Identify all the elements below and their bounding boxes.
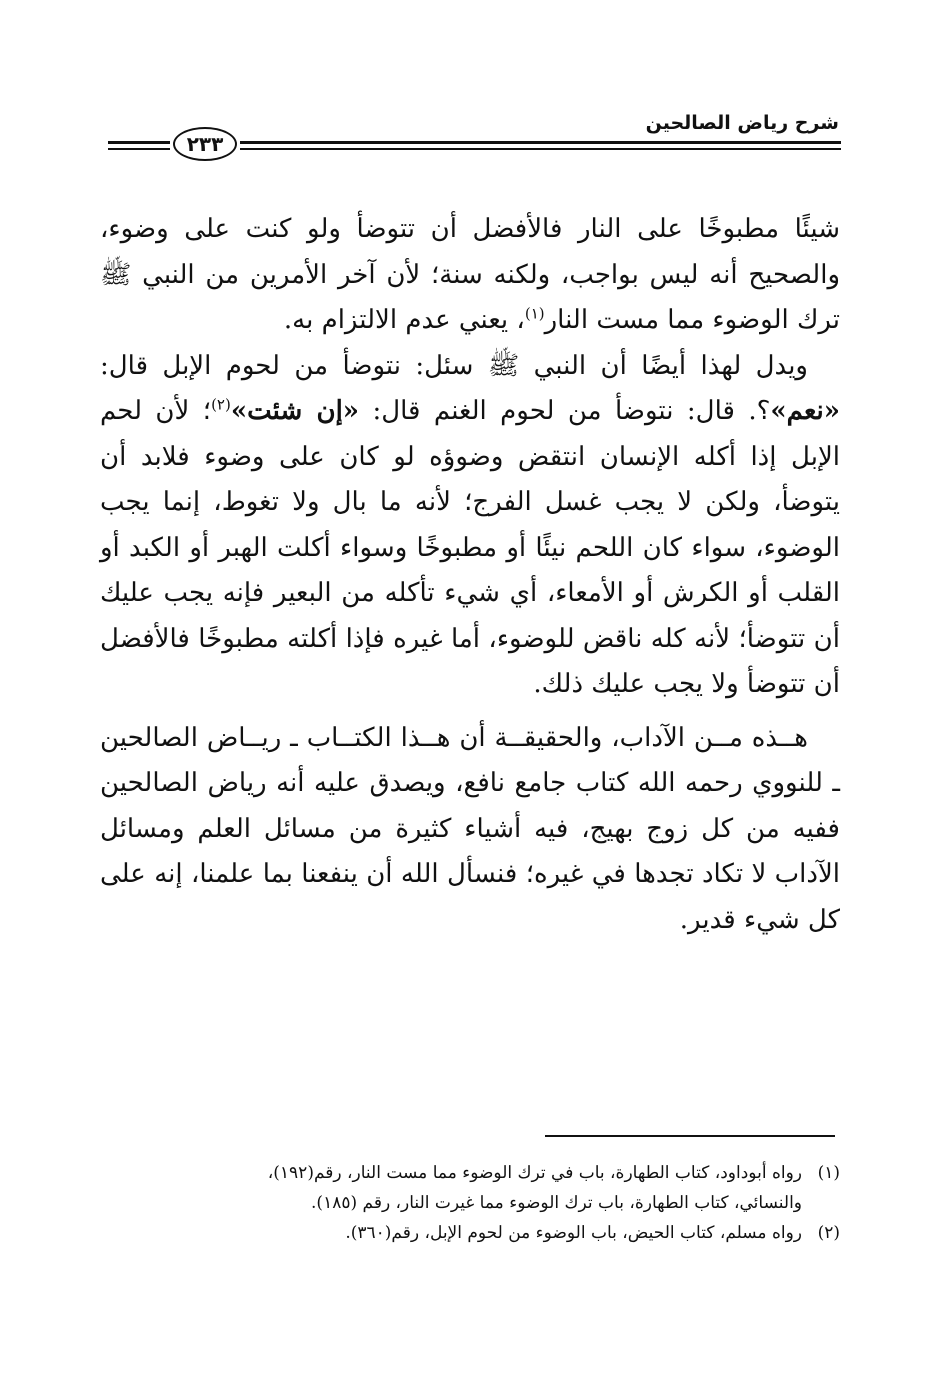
paragraph-text: ؟. قال: نتوضأ من لحوم الغنم قال:: [372, 396, 771, 426]
running-header-title: شرح رياض الصالحين: [645, 112, 839, 134]
paragraph: هــذه مــن الآداب، والحقيقــة أن هــذا الكتــاب ـ ريــاض الصالحين ـ للنووي رحمه الله كتاب جامع نافع، ويصدق عليه أنه رياض الصالحين ففيه من كل زوج بهيج، فيه أشياء كثيرة من مسائل العلم ومسائل الآداب لا تكاد تجدها في غيره؛ فنسأل الله أن ينفعنا بما علمنا، إنه على كل شيء قدير.: [100, 722, 840, 935]
footnote-continuation: والنسائي، كتاب الطهارة، باب ترك الوضوء مما غيرت النار، رقم (١٨٥).: [311, 1193, 802, 1213]
footnotes: [100, 1158, 840, 1248]
paragraph-text: ويدل لهذا أيضًا أن النبي ﷺ سئل: نتوضأ من لحوم الإبل قال:: [100, 350, 808, 381]
footnote: [100, 1218, 840, 1248]
footnote-ref: (١): [524, 304, 545, 323]
footnote: [100, 1158, 840, 1188]
footnote-separator: [545, 1135, 835, 1137]
paragraph: [100, 344, 840, 708]
footnote-number: (٢): [817, 1223, 840, 1243]
header-rule: [108, 141, 170, 144]
footnote-text: رواه أبوداود، كتاب الطهارة، باب في ترك الوضوء مما مست النار، رقم(١٩٢)،: [267, 1163, 802, 1183]
header-rule: [108, 148, 170, 150]
footnote-text: رواه مسلم، كتاب الحيض، باب الوضوء من لحوم الإبل، رقم(٣٦٠).: [345, 1223, 802, 1243]
hadith-quote: «إن شئت»: [230, 396, 360, 426]
paragraph-text: شيئًا مطبوخًا على النار فالأفضل أن تتوضأ ولو كنت على وضوء، والصحيح أنه ليس بواجب، ولكنه سنة؛ لأن آخر الأمرين من النبي ﷺ ترك الوضوء مما مست النار: [100, 214, 840, 335]
header-rule: [240, 141, 841, 144]
header-rule: [240, 148, 841, 150]
paragraph: [100, 207, 840, 344]
footnote-ref: (٢): [211, 395, 231, 414]
main-text: [100, 207, 840, 943]
paragraph-text: ؛ لأن لحم الإبل إذا أكله الإنسان انتقض وضوؤه لو كان على وضوء فلابد أن يتوضأ، ولكن لا يجب غسل الفرج؛ لأنه ما بال ولا تغوط، إنما يجب الوضوء، سواء كان اللحم نيئًا أو مطبوخًا وسواء أكلت الهبر أو الكبد أو القلب أو الكرش أو الأمعاء، أي شيء تأكله من البعير فإنه يجب عليك أن تتوضأ؛ لأنه كله ناقض للوضوء، أما غيره فإذا أكلته مطبوخًا فالأفضل أن تتوضأ ولا يجب عليك ذلك.: [100, 396, 840, 699]
footnote-number: (١): [817, 1163, 840, 1183]
paragraph-text: ، يعني عدم الالتزام به.: [283, 305, 525, 335]
page-number: ٢٣٣: [173, 127, 237, 161]
hadith-quote: «نعم»: [770, 396, 841, 426]
